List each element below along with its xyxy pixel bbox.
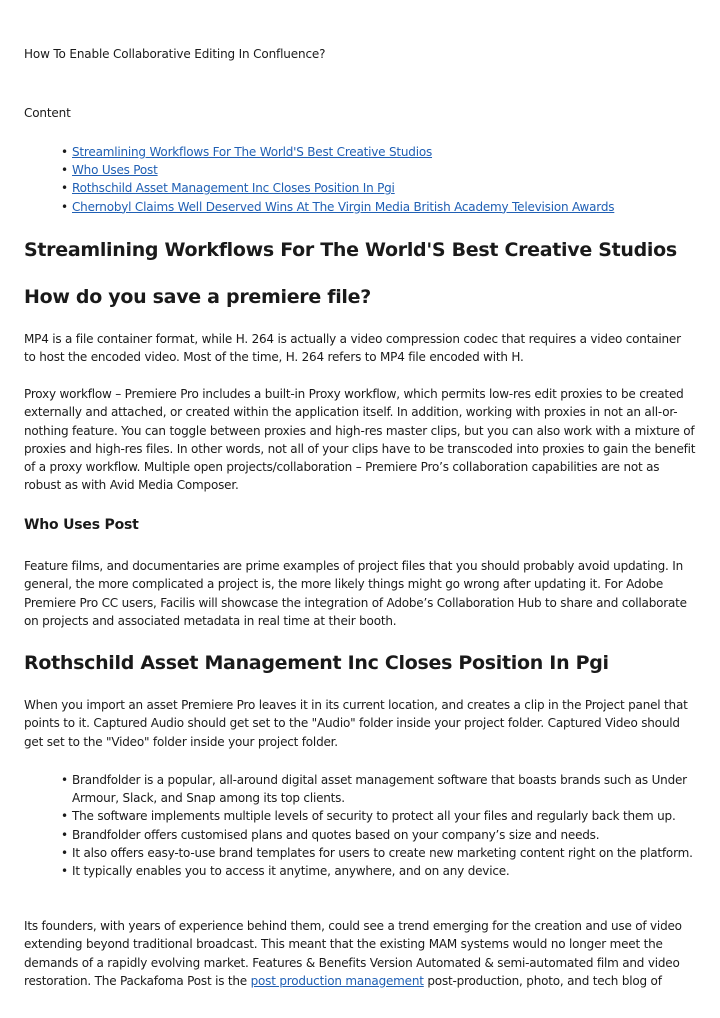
list-item [61, 771, 696, 807]
section-heading: Streamlining Workflows For The World'S Best Creative Studios [24, 239, 677, 261]
paragraph: Feature films, and documentaries are prime examples of project files that you should probably avoid updating. In general, the more complicated a project is, the more likely things might go wrong after updating it. For Adobe Premiere Pro CC users, Facilis will showcase the integration of Adobe’s Collaboration Hub to share and collaborate on projects and associated metadata in real time at their booth. [24, 559, 687, 628]
bullet-icon: • [61, 809, 68, 824]
paragraph: When you import an asset Premiere Pro leaves it in its current location, and creates a clip in the Project panel that points to it. Captured Audio should get set to the "Audio" folder inside your project folder. Captured Video should get set to the "Video" folder inside your project folder. [24, 698, 688, 749]
content-label: Content [24, 106, 71, 120]
page-title: How To Enable Collaborative Editing In Confluence? [24, 47, 326, 61]
list-item-text: The software implements multiple levels of security to protect all your files and regularly back them up. [72, 809, 676, 824]
paragraph-text: post-production, photo, and tech blog of [423, 973, 662, 988]
list-item [61, 862, 696, 880]
toc-link[interactable]: Who Uses Post [72, 163, 158, 178]
toc-link[interactable]: Chernobyl Claims Well Deserved Wins At The Virgin Media British Academy Television Awards [72, 199, 615, 214]
bullet-list [61, 771, 696, 880]
paragraph: MP4 is a file container format, while H. 264 is actually a video compression codec that requires a video container to host the encoded video. Most of the time, H. 264 refers to MP4 file encoded with H. [24, 332, 681, 365]
list-item [61, 807, 696, 825]
list-item [61, 826, 696, 844]
list-item-text: Brandfolder is a popular, all-around digital asset management software that boasts brands such as Under Armour, Slack, and Snap among its top clients. [72, 773, 687, 806]
bullet-icon: • [61, 181, 68, 196]
toc-item [61, 143, 614, 161]
bullet-icon: • [61, 827, 68, 842]
list-item-text: Brandfolder offers customised plans and quotes based on your company’s size and needs. [72, 827, 600, 842]
paragraph [24, 917, 696, 990]
bullet-icon: • [61, 773, 68, 787]
section-heading: Who Uses Post [24, 517, 139, 533]
toc-link[interactable]: Rothschild Asset Management Inc Closes Position In Pgi [72, 181, 395, 196]
paragraph: Proxy workflow – Premiere Pro includes a built-in Proxy workflow, which permits low-res edit proxies to be created externally and attached, or created within the application itself. In addition, working with proxies in not an all-or-nothing feature. You can toggle between proxies and high-res master clips, but you can also work with a mixture of proxies and high-res files. In other words, not all of your clips have to be transcoded into proxies to gain the benefit of a proxy workflow. Multiple open projects/collaboration – Premiere Pro’s collaboration capabilities are not as robust as with Avid Media Composer. [24, 387, 696, 493]
list-item [61, 844, 696, 862]
bullet-icon: • [61, 163, 68, 178]
bullet-icon: • [61, 864, 68, 879]
bullet-icon: • [61, 145, 68, 159]
section-heading: Rothschild Asset Management Inc Closes Position In Pgi [24, 652, 609, 674]
list-item-text: It also offers easy-to-use brand templates for users to create new marketing content right on the platform. [72, 845, 693, 860]
toc-item [61, 179, 614, 197]
list-item-text: It typically enables you to access it anytime, anywhere, and on any device. [72, 864, 510, 879]
toc-item [61, 161, 614, 179]
toc-link[interactable]: Streamlining Workflows For The World'S Best Creative Studios [72, 145, 433, 159]
table-of-contents [61, 143, 614, 216]
paragraph-text: Its founders, with years of experience behind them, could see a trend emerging for the creation and use of video extending beyond traditional broadcast. This meant that the existing MAM systems would no longer meet the demands of a rapidly evolving market. Features & Benefits Version Automated & semi-automated film and video restoration. The Packafoma Post is the [24, 919, 682, 988]
bullet-icon: • [61, 199, 68, 214]
section-subheading: How do you save a premiere file? [24, 286, 371, 308]
toc-item [61, 198, 614, 216]
bullet-icon: • [61, 845, 68, 860]
post-production-management-link[interactable]: post production management [250, 973, 424, 988]
